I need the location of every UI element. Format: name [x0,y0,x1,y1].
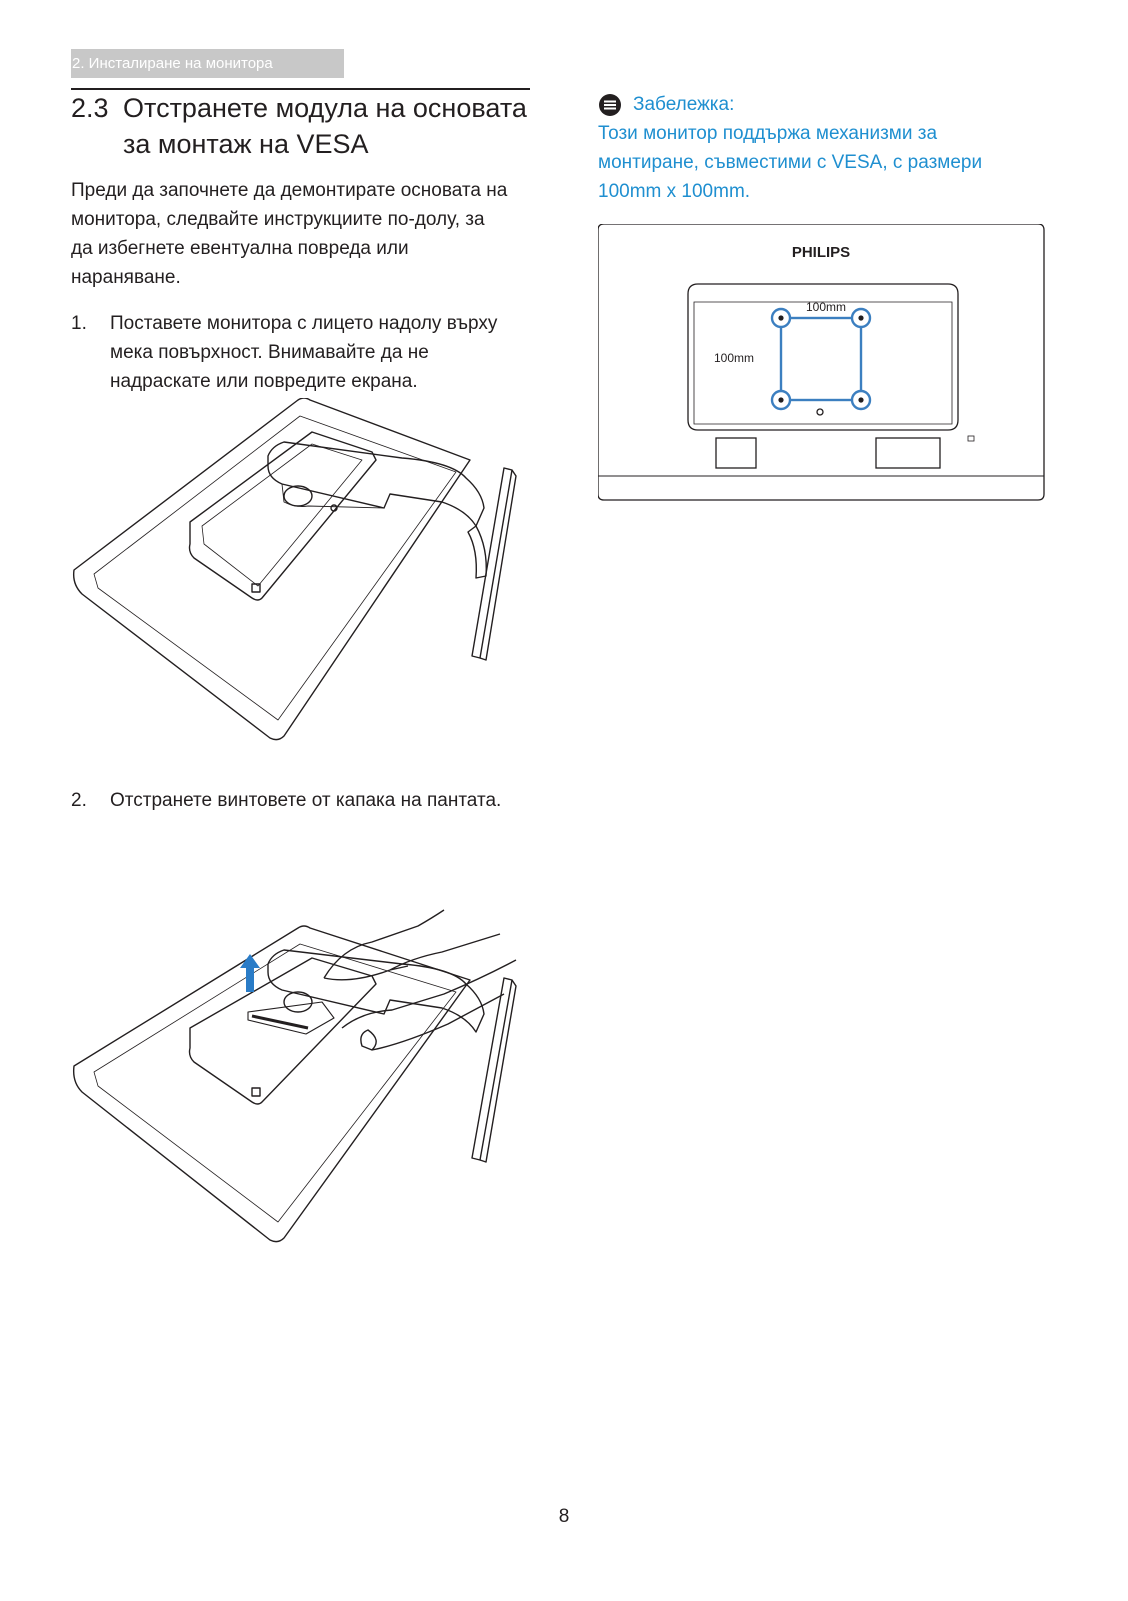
step-2 [71,786,531,815]
step-text: Отстранете винтовете от капака на пантата. [110,790,502,811]
section-number: 2.3 [71,93,109,123]
note-text: Този монитор поддържа механизми за монтиране, съвместими с VESA, с размери 100mm x 100mm. [598,123,983,202]
intro-paragraph: Преди да започнете да демонтирате основата на монитора, следвайте инструкциите по-долу, за да избегнете евентуална повреда или нараняване. [71,180,508,288]
section-tab: 2. Инсталиране на монитора [71,49,344,78]
width-dimension-label: 100mm [805,300,847,314]
vesa-mount-diagram [598,224,1056,509]
step-text: Поставете монитора с лицето надолу върху мека повърхност. Внимавайте да не надраскате или повредите екрана. [110,313,498,392]
brand-logo: PHILIPS [791,244,851,261]
note-icon [598,93,622,117]
step-number: 2. [71,790,87,811]
step-number: 1. [71,313,87,334]
step-1 [71,309,531,396]
height-dimension-label: 100mm [713,351,755,365]
section-heading [71,90,541,162]
hinge-cover-removal-illustration [72,908,534,1245]
lift-arrow-icon [240,954,260,992]
page-number: 8 [558,1506,570,1527]
note-heading [598,91,734,119]
section-title: Отстранете модула на основата за монтаж на VESA [123,93,527,159]
note-label: Забележка: [633,94,735,115]
monitor-face-down-illustration [72,398,534,743]
